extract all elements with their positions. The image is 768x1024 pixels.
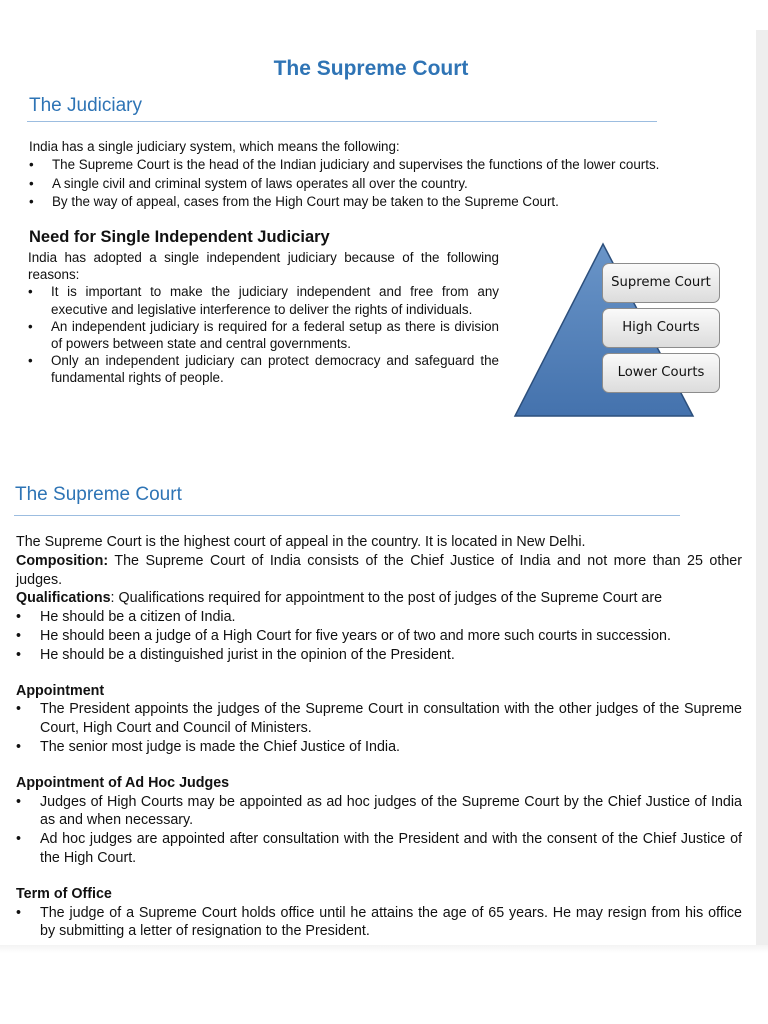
list-item: • By the way of appeal, cases from the High Court may be taken to the Supreme Court. [29, 193, 729, 212]
qualifications-text: : Qualifications required for appointment to the post of judges of the Supreme Court are [110, 590, 663, 607]
list-item: • He should been a judge of a High Court for five years or of two and more such courts in succession. [16, 627, 742, 646]
term-list [16, 904, 742, 942]
qualifications-paragraph [16, 589, 742, 608]
need-heading: Need for Single Independent Judiciary [29, 228, 330, 246]
need-section [28, 249, 499, 387]
heading-underline [27, 121, 657, 122]
list-item: • Only an independent judiciary can protect democracy and safeguard the fundamental rights of people. [28, 352, 499, 386]
list-item: • An independent judiciary is required for a federal setup as there is division of powers between state and central governments. [28, 318, 499, 352]
list-item: • The Supreme Court is the head of the Indian judiciary and supervises the functions of the lower courts. [29, 156, 729, 175]
composition-text: The Supreme Court of India consists of the Chief Justice of India and not more than 25 other judges. [16, 552, 742, 588]
list-item: • He should be a citizen of India. [16, 608, 742, 627]
appointment-list [16, 700, 742, 756]
qualifications-list [16, 608, 742, 664]
tier-supreme-court: Supreme Court [602, 263, 720, 303]
list-item: • He should be a distinguished jurist in the opinion of the President. [16, 646, 742, 665]
need-bullet-list [28, 283, 499, 386]
judiciary-heading: The Judiciary [29, 95, 142, 116]
list-item: • Ad hoc judges are appointed after consultation with the President and with the consent of the Chief Justice of the High Court. [16, 830, 742, 868]
tier-lower-courts: Lower Courts [602, 353, 720, 393]
heading-underline [14, 515, 680, 516]
list-item: • The judge of a Supreme Court holds office until he attains the age of 65 years. He may resign from his office by submitting a letter of resignation to the President. [16, 904, 742, 942]
judiciary-bullet-list [29, 156, 729, 212]
list-item: • The senior most judge is made the Chief Justice of India. [16, 738, 742, 757]
composition-label: Composition: [16, 552, 109, 569]
supreme-court-section [16, 533, 742, 941]
judiciary-intro: India has a single judiciary system, which means the following: [29, 139, 400, 154]
list-item: • A single civil and criminal system of laws operates all over the country. [29, 175, 729, 194]
page-edge-shadow [756, 30, 768, 945]
page-title: The Supreme Court [273, 57, 469, 80]
tier-high-courts: High Courts [602, 308, 720, 348]
list-item: • The President appoints the judges of the Supreme Court in consultation with the other judges of the Supreme Court, High Court and Council of Ministers. [16, 700, 742, 738]
adhoc-list [16, 793, 742, 868]
adhoc-heading: Appointment of Ad Hoc Judges [16, 774, 230, 791]
list-item: • Judges of High Courts may be appointed as ad hoc judges of the Supreme Court by the Chief Justice of India as and when necessary. [16, 793, 742, 831]
qualifications-label: Qualifications [16, 590, 111, 607]
sc-intro: The Supreme Court is the highest court of appeal in the country. It is located in New Delhi. [16, 534, 586, 550]
page-bottom-edge [0, 945, 768, 953]
composition-paragraph [16, 552, 742, 590]
list-item: • It is important to make the judiciary independent and free from any executive and legislative interference to deliver the rights of individuals. [28, 283, 499, 317]
supreme-court-heading: The Supreme Court [15, 484, 182, 505]
need-intro: India has adopted a single independent judiciary because of the following reasons: [28, 250, 499, 283]
appointment-heading: Appointment [16, 682, 105, 699]
term-heading: Term of Office [16, 885, 112, 902]
